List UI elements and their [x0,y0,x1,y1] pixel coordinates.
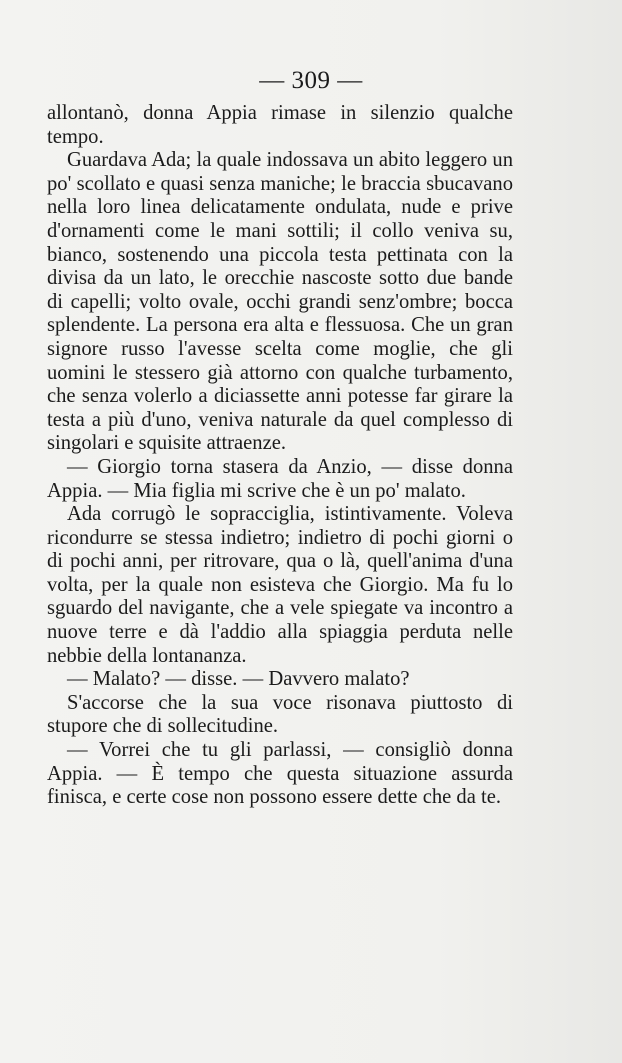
paragraph-7: — Vorrei che tu gli parlassi, — consigliò donna Appia. — È tempo che questa situazione assurda finisca, e certe cose non possono essere dette che da te. [47,739,513,809]
paragraph-4: Ada corrugò le sopracciglia, istintivamente. Voleva ricondurre se stessa indietro; indietro di pochi giorni o di pochi anni, per ritrovare, qua o là, quell'anima d'una volta, per la quale non esisteva che Giorgio. Ma fu lo sguardo del navigante, che a vele spiegate va incontro a nuove terre e dà l'addio alla spiaggia perduta nelle nebbie della lontananza. [47,503,513,667]
paragraph-3: — Giorgio torna stasera da Anzio, — disse donna Appia. — Mia figlia mi scrive che è un po' malato. [47,455,513,502]
page-number: — 309 — [259,67,363,94]
body-text [47,102,513,810]
paragraph-6: S'accorse che la sua voce risonava piuttosto di stupore che di sollecitudine. [47,691,513,738]
paragraph-5: — Malato? — disse. — Davvero malato? [67,668,410,691]
paragraph-1: allontanò, donna Appia rimase in silenzio qualche tempo. [47,102,513,148]
paragraph-2: Guardava Ada; la quale indossava un abito leggero un po' scollato e quasi senza maniche; le braccia sbucavano nella loro linea delicatamente ondulata, nude e prive d'ornamenti come le mani sottili; il collo veniva su, bianco, sostenendo una piccola testa pettinata con la divisa da un lato, le orecchie nascoste sotto due bande di capelli; volto ovale, occhi grandi senz'ombre; bocca splendente. La persona era alta e flessuosa. Che un gran signore russo l'avesse scelta come moglie, che gli uomini le stessero già attorno con qualche turbamento, che senza volerlo a diciassette anni potesse far girare la testa a più d'uno, veniva naturale da quel complesso di singolari e squisite attraenze. [47,149,513,455]
